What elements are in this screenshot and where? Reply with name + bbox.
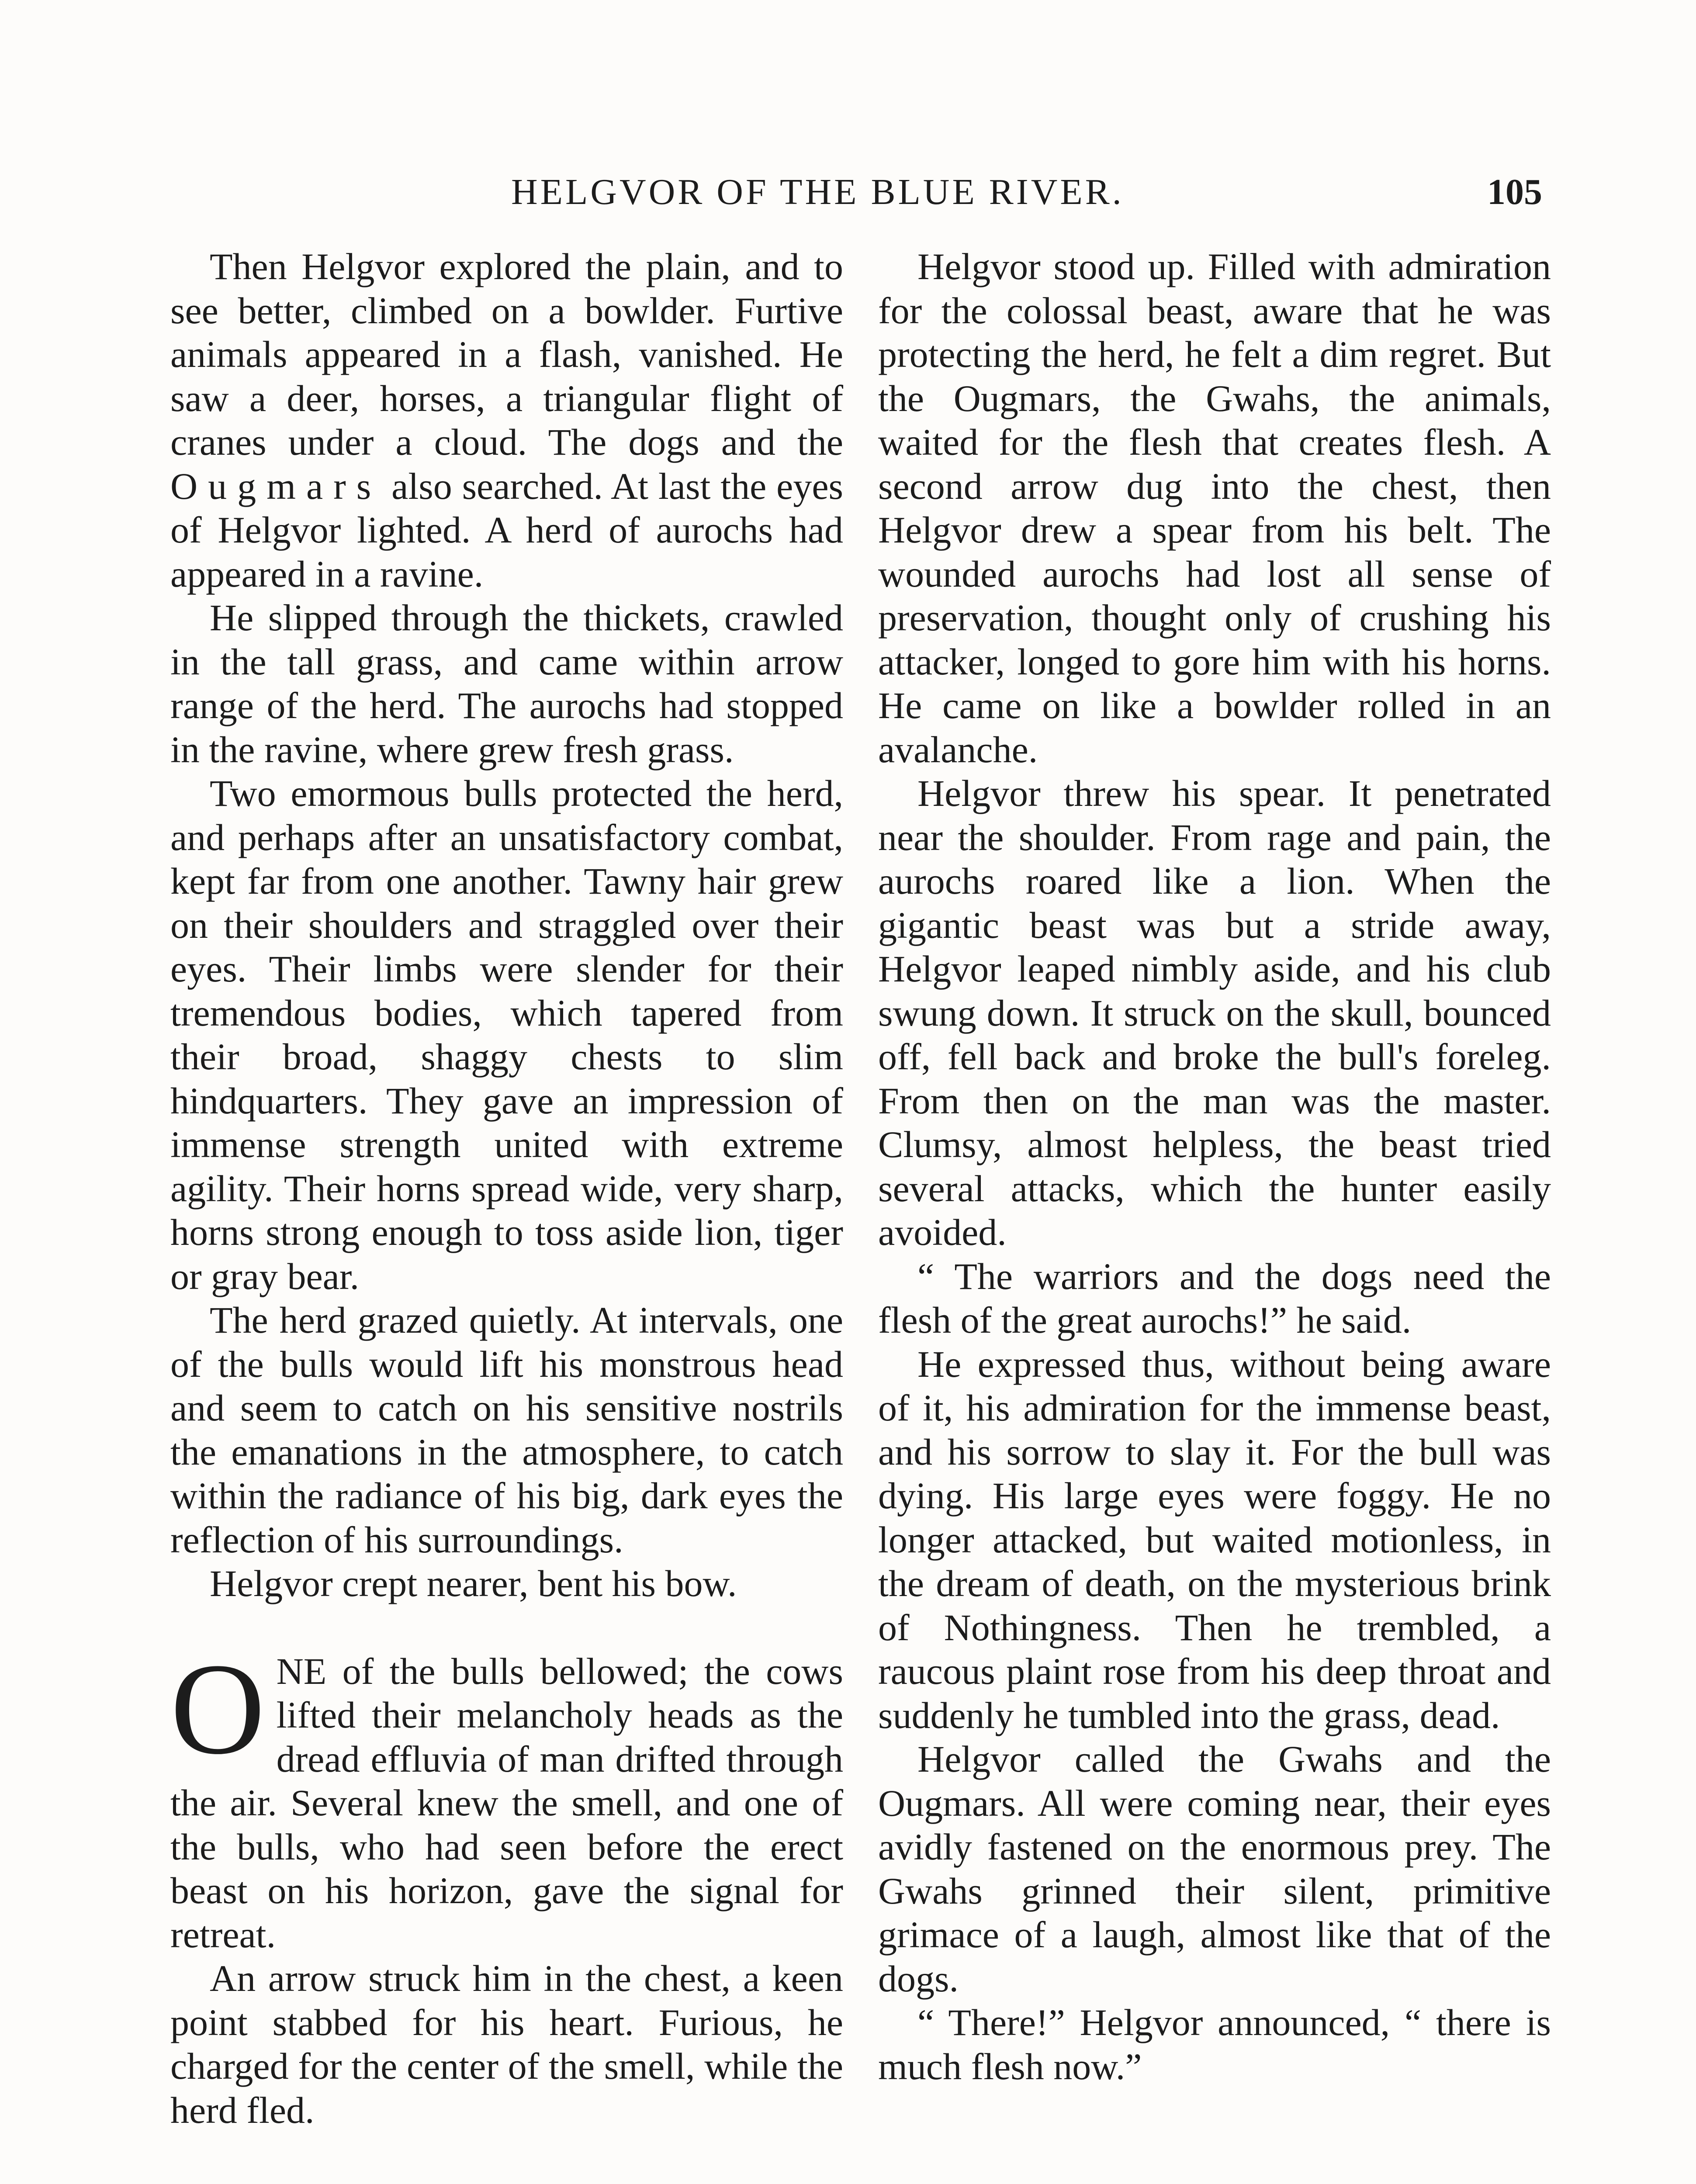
paragraph: Helgvor called the Gwahs and the Ougmars. All were coming near, their eyes avidly fastened on the enormous prey. The Gwahs grinned their silent, primitive grimace of a laugh, almost like that of the dogs. <box>878 1738 1551 2000</box>
paragraph-text: NE of the bulls bellowed; the cows lifted their melancholy heads as the dread effluvia of man drifted through the air. Several knew the smell, and one of the bulls, who had seen before the erect beast on his horizon, gave the signal for retreat. <box>170 1650 843 1956</box>
running-title: HELGVOR OF THE BLUE RIVER. <box>511 172 1124 212</box>
left-column <box>170 245 843 2132</box>
paragraph: Helgvor threw his spear. It penetrated near the shoulder. From rage and pain, the aurochs roared like a lion. When the gigantic beast was but a stride away, Helgvor leaped nimbly aside, and his club swung down. It struck on the skull, bounced off, fell back and broke the bull's foreleg. From then on the man was the master. Clumsy, almost helpless, the beast tried several attacks, which the hunter easily avoided. <box>878 772 1551 1253</box>
paragraph <box>170 245 843 596</box>
paragraph: “ The warriors and the dogs need the flesh of the great aurochs!” he said. <box>878 1255 1551 1341</box>
paragraph: He expressed thus, without being aware of it, his admiration for the immense beast, and his sorrow to slay it. For the bull was dying. His large eyes were foggy. He no longer attacked, but waited motionless, in the dream of death, on the mysterious brink of Nothingness. Then he trembled, a raucous plaint rose from his deep throat and suddenly he tumbled into the grass, dead. <box>878 1343 1551 1736</box>
paragraph: An arrow struck him in the chest, a keen point stabbed for his heart. Furious, he charged for the center of the smell, while the herd fled. <box>170 1957 843 2131</box>
paragraph: The herd grazed quietly. At intervals, one of the bulls would lift his monstrous head and seem to catch on his sensitive nostrils the emanations in the atmosphere, to catch within the radiance of his big, dark eyes the reflection of his surroundings. <box>170 1299 843 1561</box>
drop-cap: O <box>170 1636 265 1781</box>
page-number: 105 <box>1487 172 1542 212</box>
paragraph: He slipped through the thickets, crawled in the tall grass, and came within arrow range of the herd. The aurochs had stopped in the ravine, where grew fresh grass. <box>170 597 843 771</box>
paragraph-text: also searched. At last the eyes of Helgvor lighted. A herd of aurochs had appeared in a ravine. <box>170 465 843 595</box>
right-column <box>878 245 1551 2088</box>
paragraph: Two emormous bulls protected the herd, and perhaps after an unsatisfactory combat, kept far from one another. Tawny hair grew on their shoulders and straggled over their eyes. Their limbs were slender for their tremendous bodies, which tapered from their broad, shaggy chests to slim hindquarters. They gave an impression of immense strength united with extreme agility. Their horns spread wide, very sharp, horns strong enough to toss aside lion, tiger or gray bear. <box>170 772 843 1297</box>
spaced-word: Ougmars <box>170 465 382 507</box>
paragraph: Helgvor stood up. Filled with admiration for the colossal beast, aware that he was protecting the herd, he felt a dim regret. But the Ougmars, the Gwahs, the animals, waited for the flesh that creates flesh. A second arrow dug into the chest, then Helgvor drew a spear from his belt. The wounded aurochs had lost all sense of preservation, thought only of crushing his attacker, longed to gore him with his horns. He came on like a bowlder rolled in an avalanche. <box>878 245 1551 771</box>
section-break <box>170 1606 843 1649</box>
paragraph: Helgvor crept nearer, bent his bow. <box>210 1562 737 1604</box>
running-header <box>170 166 1542 218</box>
dropcap-paragraph <box>170 1636 843 1957</box>
paragraph-text: Then Helgvor explored the plain, and to see better, climbed on a bowlder. Furtive animals appeared in a flash, vanished. He saw a deer, horses, a triangular flight of cranes under a cloud. The dogs and the <box>170 245 843 463</box>
paragraph: “ There!” Helgvor announced, “ there is much flesh now.” <box>878 2001 1551 2087</box>
